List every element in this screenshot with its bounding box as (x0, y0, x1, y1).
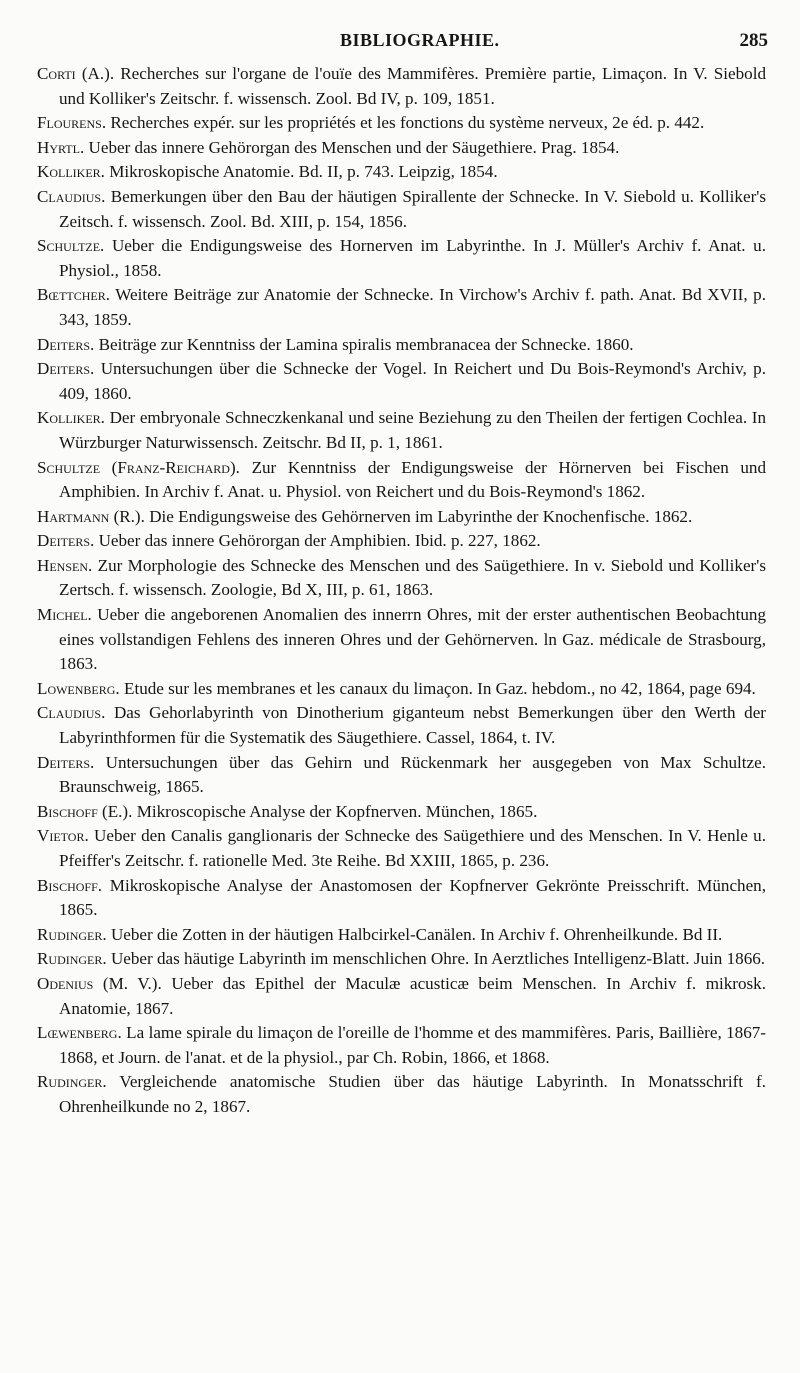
entry-citation: Ueber das häutige Labyrinth im menschlichen Ohre. In Aerztliches Intelligenz-Blatt. Juin 1866. (110, 949, 766, 969)
bibliography-entry (37, 136, 766, 161)
page-header (0, 30, 800, 58)
entry-author: Lœwenberg. (37, 1023, 122, 1043)
entry-citation: Die Endigungsweise des Gehörnerven im Labyrinthe der Knochenfische. 1862. (149, 506, 693, 526)
entry-citation: Mikroskopische Anatomie. Bd. II, p. 743. Leipzig, 1854. (109, 162, 498, 182)
bibliography-entry (37, 283, 766, 332)
bibliography-entry (37, 160, 766, 185)
entry-author: Bischoff. (37, 875, 103, 895)
entry-author: Lowenberg. (37, 678, 120, 698)
entry-author: Rudinger. (37, 924, 107, 944)
bibliography-entry (37, 751, 766, 800)
page-number: 285 (739, 30, 768, 51)
bibliography-entry (37, 947, 766, 972)
entry-citation: Der embryonale Schneczkenkanal und seine Beziehung zu den Theilen der fertigen Cochlea. In Würzburger Naturwissensch. Zeitschr. Bd II, p. 1, 1861. (59, 408, 766, 452)
entry-author: Hensen. (37, 555, 93, 575)
entry-citation: Ueber die Endigungsweise des Hornerven im Labyrinthe. In J. Müller's Archiv f. Anat. u. Physiol., 1858. (59, 236, 766, 280)
entry-citation: Untersuchungen über die Schnecke der Vogel. In Reichert und Du Bois-Reymond's Archiv, p. 409, 1860. (59, 359, 766, 403)
entry-author: Deiters. (37, 334, 95, 354)
entry-author: Rudinger. (37, 949, 107, 969)
entry-citation: Etude sur les membranes et les canaux du limaçon. In Gaz. hebdom., no 42, 1864, page 694. (124, 678, 756, 698)
bibliography-entry (37, 824, 766, 873)
entry-author: Michel. (37, 605, 92, 625)
bibliography-entry (37, 1070, 766, 1119)
entry-citation: Recherches sur l'organe de l'ouïe des Mammifères. Première partie, Limaçon. In V. Siebold und Kolliker's Zeitschr. f. wissensch. Zool. Bd IV, p. 109, 1851. (59, 64, 766, 108)
entry-author: Kolliker. (37, 408, 105, 428)
entry-author: Deiters. (37, 531, 95, 551)
entry-author: Claudius. (37, 703, 106, 723)
entry-author: Bœttcher. (37, 285, 111, 305)
bibliography-entry (37, 333, 766, 358)
running-title: BIBLIOGRAPHIE. (340, 30, 500, 50)
bibliography-entry (37, 800, 766, 825)
entry-author: Deiters. (37, 752, 95, 772)
entry-author: Claudius. (37, 186, 106, 206)
entry-citation: Zur Morphologie des Schnecke des Menschen und des Saügethiere. In v. Siebold und Kolliker's Zertsch. f. wissensch. Zoologie, Bd X, III, p. 61, 1863. (59, 555, 766, 600)
bibliography-entry (37, 185, 766, 234)
bibliography-entry (37, 505, 766, 530)
bibliography-entry (37, 529, 766, 554)
entry-citation: Zur Kenntniss der Endigungsweise der Hörnerven bei Fischen und Amphibien. In Archiv f. Anat. u. Physiol. von Reichert und du Bois-Reymond's 1862. (59, 457, 767, 502)
bibliography-entry (37, 972, 766, 1021)
entry-citation: Vergleichende anatomische Studien über das häutige Labyrinth. In Monatsschrift f. Ohrenheilkunde no 2, 1867. (59, 1072, 767, 1116)
entry-citation: Ueber den Canalis ganglionaris der Schnecke des Saügethiere und des Menschen. In V. Henle u. Pfeiffer's Zeitschr. f. rationelle Med. 3te Reihe. Bd XXIII, 1865, p. 236. (59, 826, 766, 870)
entry-citation: Ueber das Epithel der Maculæ acusticæ beim Menschen. In Archiv f. mikrosk. Anatomie, 1867. (59, 973, 767, 1018)
bibliography-entry (37, 701, 766, 750)
entry-author: Schultze (Franz-Reichard). (37, 457, 240, 477)
entry-citation: Mikroskopische Analyse der Anastomosen der Kopfnerver Gekrönte Preisschrift. München, 1865. (59, 875, 766, 920)
entry-citation: Bemerkungen über den Bau der häutigen Spirallente der Schnecke. In V. Siebold u. Kolliker's Zeitsch. f. wissensch. Zool. Bd. XIII, p. 154, 1856. (59, 186, 766, 231)
entry-citation: Untersuchungen über das Gehirn und Rückenmark her ausgegeben von Max Schultze. Braunschweig, 1865. (59, 752, 766, 797)
entry-citation: Mikroscopische Analyse der Kopfnerven. München, 1865. (136, 801, 538, 821)
bibliography-entry (37, 234, 766, 283)
entry-citation: Das Gehorlabyrinth von Dinotherium giganteum nebst Bemerkungen über den Werth der Labyrinthformen für die Systematik des Säugethiere. Cassel, 1864, t. IV. (59, 703, 767, 748)
entry-author: Flourens. (37, 113, 107, 133)
entry-author: Schultze. (37, 236, 105, 256)
bibliography-list (37, 62, 766, 1120)
entry-citation: Ueber das innere Gehörorgan der Amphibien. Ibid. p. 227, 1862. (98, 531, 541, 551)
entry-author: Hartmann (R.). (37, 506, 145, 526)
bibliography-entry (37, 406, 766, 455)
bibliography-entry (37, 1021, 766, 1070)
bibliography-entry (37, 603, 766, 677)
entry-author: Kolliker. (37, 162, 105, 182)
entry-citation: La lame spirale du limaçon de l'oreille de l'homme et des mammifères. Paris, Baillière, 1867-1868, et Journ. de l'anat. et de la physiol., par Ch. Robin, 1866, et 1868. (59, 1023, 767, 1067)
entry-author: Corti (A.). (37, 64, 115, 83)
entry-citation: Recherches expér. sur les propriétés et les fonctions du système nerveux, 2e éd. p. 442. (110, 113, 705, 133)
entry-citation: Ueber die Zotten in der häutigen Halbcirkel-Canälen. In Archiv f. Ohrenheilkunde. Bd II. (110, 924, 723, 944)
bibliography-entry (37, 923, 766, 948)
entry-author: Vietor. (37, 826, 89, 846)
bibliography-entry (37, 874, 766, 923)
entry-author: Rudinger. (37, 1072, 107, 1092)
entry-author: Deiters. (37, 359, 95, 379)
entry-citation: Ueber die angeborenen Anomalien des innerrn Ohres, mit der erster authentischen Beobachtung eines vollstandigen Fehlens des inneren Ohres und der Gehörnerven. ln Gaz. médicale de Strasbourg, 1863. (59, 605, 766, 674)
entry-citation: Beiträge zur Kenntniss der Lamina spiralis membranacea der Schnecke. 1860. (98, 334, 634, 354)
bibliography-entry (37, 357, 766, 406)
entry-citation: Ueber das innere Gehörorgan des Menschen und der Säugethiere. Prag. 1854. (88, 137, 620, 157)
bibliography-entry (37, 111, 766, 136)
entry-citation: Weitere Beiträge zur Anatomie der Schnecke. In Virchow's Archiv f. path. Anat. Bd XVII, p. 343, 1859. (59, 285, 766, 329)
entry-author: Odenius (M. V.). (37, 973, 162, 993)
bibliography-entry (37, 677, 766, 702)
bibliography-entry (37, 456, 766, 505)
bibliography-entry (37, 62, 766, 111)
entry-author: Bischoff (E.). (37, 801, 133, 821)
entry-author: Hyrtl. (37, 137, 85, 157)
bibliography-entry (37, 554, 766, 603)
